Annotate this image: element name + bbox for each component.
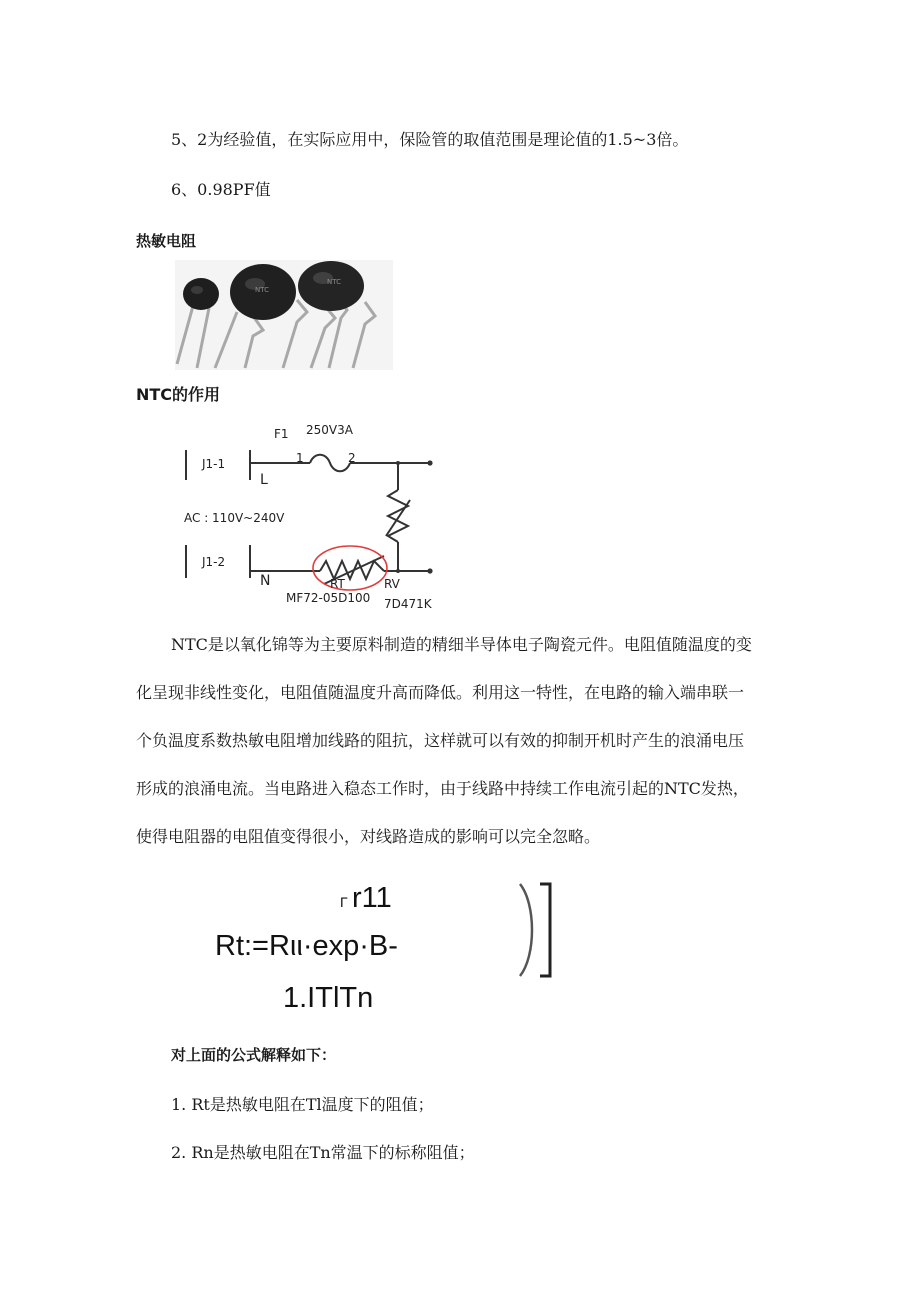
explanation-heading: 对上面的公式解释如下： — [171, 1046, 337, 1064]
formula-bracket-mark: Γ — [340, 894, 348, 910]
label-pin2: 2 — [348, 451, 356, 465]
item-6-text: 6、0.98PF值 — [171, 180, 271, 199]
formula-closing-brackets — [510, 880, 560, 980]
paragraph-line-2: 化呈现非线性变化，电阻值随温度升高而降低。利用这一特性，在电路的输入端串联一 — [136, 683, 745, 702]
heading-thermistor: 热敏电阻 — [136, 232, 197, 250]
label-f1: F1 — [274, 427, 289, 441]
formula-bottom: 1.ITlTn — [283, 982, 374, 1014]
photo-label-2: NTC — [327, 278, 341, 286]
label-rt-part: MF72-05D100 — [286, 591, 371, 605]
label-n: N — [260, 573, 271, 589]
explanation-item-2: 2. Rn是热敏电阻在Tn常温下的标称阻值； — [171, 1143, 475, 1162]
label-j1-2: J1-2 — [202, 555, 226, 569]
formula-top: r11 — [352, 882, 392, 914]
label-j1-1: J1-1 — [202, 457, 226, 471]
label-rv-part: 7D471K — [384, 597, 432, 611]
label-fuse-rating: 250V3A — [306, 423, 353, 437]
label-rv: RV — [384, 577, 400, 591]
photo-label-1: NTC — [255, 286, 269, 294]
heading-ntc-function: NTC的作用 — [136, 385, 221, 404]
ntc-circuit-diagram — [178, 418, 468, 618]
paragraph-line-5: 使得电阻器的电阻值变得很小，对线路造成的影响可以完全忽略。 — [136, 827, 601, 846]
label-pin1: 1 — [296, 451, 304, 465]
label-ac-voltage: AC : 110V~240V — [184, 511, 285, 525]
paragraph-line-1: NTC是以氧化锦等为主要原料制造的精细半导体电子陶瓷元件。电阻值随温度的变 — [171, 635, 752, 654]
paragraph-line-3: 个负温度系数热敏电阻增加线路的阻抗，这样就可以有效的抑制开机时产生的浪涌电压 — [136, 731, 745, 750]
label-rt: RT — [330, 577, 345, 591]
formula-main: Rt:=Rιι·exp·B- — [215, 930, 398, 962]
label-l: L — [260, 472, 268, 488]
thermistor-photo — [175, 260, 393, 370]
item-5-text: 5、2为经验值，在实际应用中，保险管的取值范围是理论值的1.5~3倍。 — [171, 130, 689, 149]
paragraph-line-4: 形成的浪涌电流。当电路进入稳态工作时，由于线路中持续工作电流引起的NTC发热， — [136, 779, 749, 798]
explanation-item-1: 1. Rt是热敏电阻在Tl温度下的阻值； — [171, 1095, 434, 1114]
